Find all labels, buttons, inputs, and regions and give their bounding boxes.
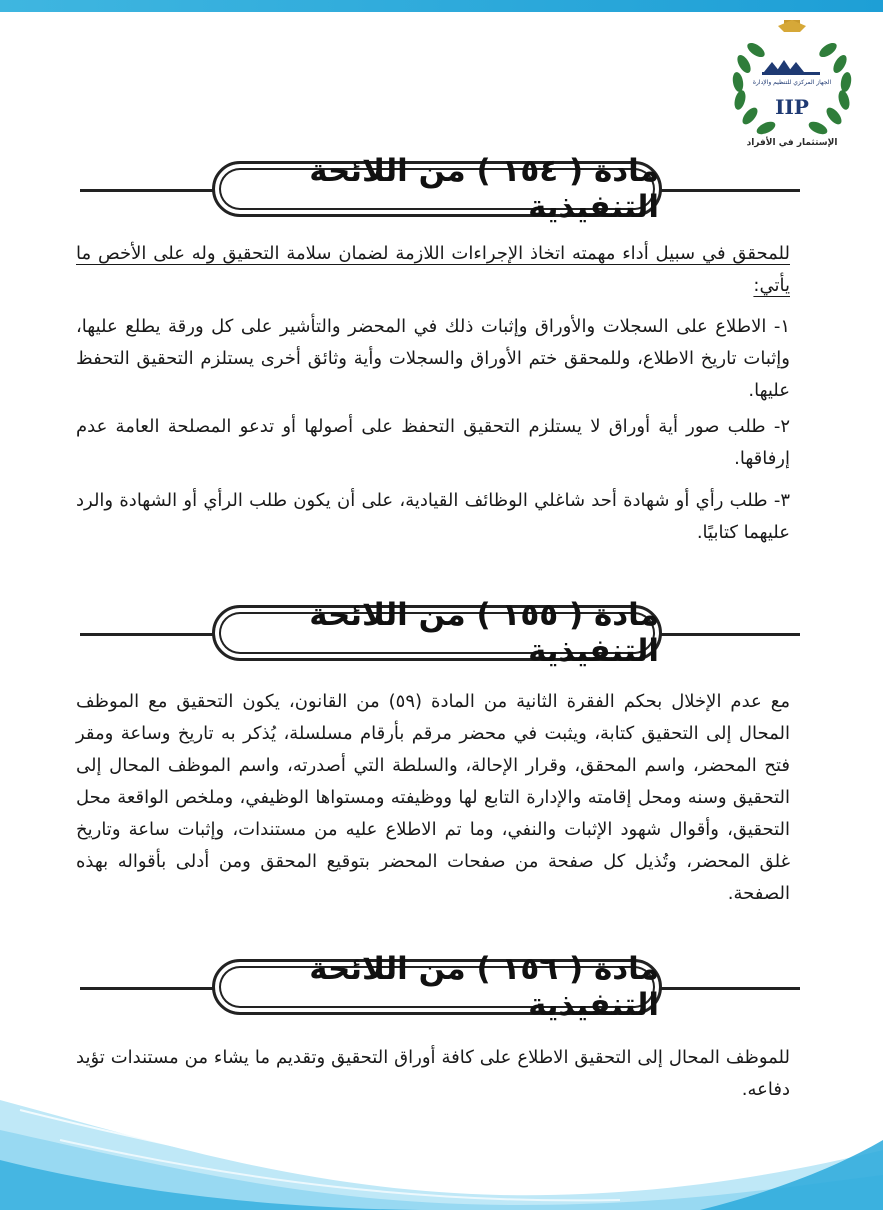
section-155-header (80, 597, 800, 669)
section-156-body: للموظف المحال إلى التحقيق الاطلاع على كافة أوراق التحقيق وتقديم ما يشاء من مستندات تؤيد دفاعه. (76, 1047, 790, 1100)
logo-caption: الإستثمار في الأفراد (746, 138, 838, 148)
header-line-left (80, 633, 215, 636)
decorative-waves (0, 1080, 883, 1210)
header-line-right (660, 633, 800, 636)
svg-text:الجهاز المركزي للتنظيم والإدار: الجهاز المركزي للتنظيم والإدارة (752, 79, 832, 86)
section-title: مادة ( ١٥٥ ) من اللائحة التنفيذية (212, 605, 662, 661)
header-line-left (80, 987, 215, 990)
section-154-item-1: ١- الاطلاع على السجلات والأوراق وإثبات ذلك في المحضر والتأشير على كل ورقة يطلع عليها، وإثبات تاريخ الاطلاع، وللمحقق ختم الأوراق والسجلات وأية وثائق أخرى يستلزم التحقيق التحفظ عليها. (76, 316, 790, 401)
section-156-header (80, 951, 800, 1023)
svg-text:IIP: IIP (775, 95, 809, 119)
section-title: مادة ( ١٥٦ ) من اللائحة التنفيذية (212, 959, 662, 1015)
top-accent-bar (0, 0, 883, 12)
section-155-body: مع عدم الإخلال بحكم الفقرة الثانية من المادة (٥٩) من القانون، يكون التحقيق مع الموظف المحال إلى التحقيق كتابة، ويثبت في محضر مرقم بأرقام مسلسلة، يُذكر به تاريخ وساعة ومقر فتح المحضر، واسم المحقق، وقرار الإحالة، والسلطة التي أصدرته، واسم الموظف المحال إلى التحقيق وسنه ومحل إقامته والإدارة التابع لها ووظيفته ومستواها الوظيفي، وملخص الواقعة محل التحقيق، وأقوال شهود الإثبات والنفي، وما تم الاطلاع عليه من مستندات، وإثبات ساعة وتاريخ غلق المحضر، وتُذيل كل صفحة من صفحات المحضر بتوقيع المحقق ومن أدلى بأقواله بهذه الصفحة. (76, 691, 790, 904)
header-line-right (660, 987, 800, 990)
header-line-left (80, 189, 215, 192)
section-title: مادة ( ١٥٤ ) من اللائحة التنفيذية (212, 161, 662, 217)
section-154-item-2: ٢- طلب صور أية أوراق لا يستلزم التحقيق التحفظ على أصولها أو تدعو المصلحة العامة عدم إرفاقها. (76, 416, 790, 469)
header-line-right (660, 189, 800, 192)
section-154-item-3: ٣- طلب رأي أو شهادة أحد شاغلي الوظائف القيادية، على أن يكون طلب الرأي أو الشهادة والرد عليهما كتابيًا. (76, 490, 790, 543)
section-154-header (80, 153, 800, 225)
section-154-intro: للمحقق في سبيل أداء مهمته اتخاذ الإجراءات اللازمة لضمان سلامة التحقيق وله على الأخص ما يأتي: (76, 243, 790, 296)
iip-logo (722, 14, 862, 154)
